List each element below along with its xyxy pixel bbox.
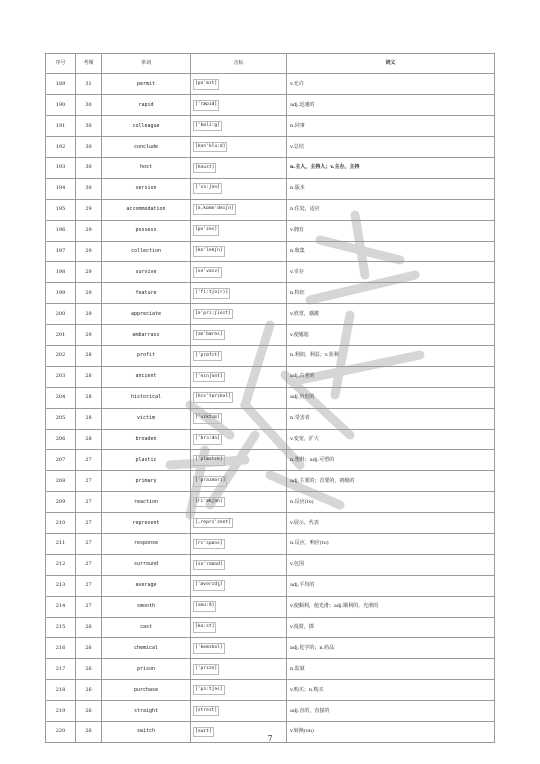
header-frequency: 考频 xyxy=(76,54,102,74)
cell-word: chemical xyxy=(102,638,191,659)
cell-phonetic-text: ['vɜ:ʃən] xyxy=(193,183,222,194)
cell-phonetic xyxy=(191,680,287,701)
cell-word: smooth xyxy=(102,596,191,617)
cell-phonetic-text: [kɑ:st] xyxy=(193,622,216,633)
cell-frequency: 27 xyxy=(76,471,102,492)
cell-definition xyxy=(287,304,495,325)
table-row xyxy=(46,116,495,137)
cell-definition-text: v.购买；n.购买 xyxy=(290,686,324,693)
cell-phonetic-text: [rɪ'spɒns] xyxy=(193,539,225,550)
table-row xyxy=(46,304,495,325)
cell-frequency: 30 xyxy=(76,137,102,158)
cell-phonetic-text: ['kɒli:g] xyxy=(193,121,222,132)
cell-word: prison xyxy=(102,659,191,680)
table-row xyxy=(46,262,495,283)
cell-definition xyxy=(287,513,495,534)
cell-number: 208 xyxy=(46,471,76,492)
cell-phonetic-text: [hɪs'tɒrɪkəl] xyxy=(193,392,233,403)
cell-number: 210 xyxy=(46,513,76,534)
cell-word: accommodation xyxy=(102,199,191,220)
cell-definition-text: n.住处，适应 xyxy=(290,206,320,213)
cell-definition xyxy=(287,408,495,429)
cell-definition xyxy=(287,680,495,701)
cell-number: 201 xyxy=(46,325,76,346)
cell-phonetic xyxy=(191,617,287,638)
cell-phonetic-text: [ə'pri:ʃieɪt] xyxy=(193,309,233,320)
cell-definition xyxy=(287,387,495,408)
cell-definition xyxy=(287,617,495,638)
cell-word: straight xyxy=(102,701,191,722)
table-row xyxy=(46,74,495,95)
cell-phonetic-text: [kə'lekʃn] xyxy=(193,246,225,257)
cell-phonetic-text: [,reprɪ'zent] xyxy=(193,518,233,529)
cell-number: 215 xyxy=(46,617,76,638)
cell-frequency: 28 xyxy=(76,345,102,366)
table-row xyxy=(46,554,495,575)
cell-definition xyxy=(287,554,495,575)
cell-number: 211 xyxy=(46,533,76,554)
cell-frequency: 29 xyxy=(76,325,102,346)
cell-definition xyxy=(287,659,495,680)
cell-definition-text: n.反应，响应(to) xyxy=(290,540,329,547)
table-row xyxy=(46,199,495,220)
cell-word: victim xyxy=(102,408,191,429)
cell-definition-text: n.利润，利益；v.获利 xyxy=(290,352,339,359)
cell-frequency: 30 xyxy=(76,157,102,178)
cell-phonetic-text: [pə'zes] xyxy=(193,225,219,236)
cell-phonetic-text: [həust] xyxy=(193,163,216,174)
table-row xyxy=(46,345,495,366)
cell-phonetic xyxy=(191,533,287,554)
cell-phonetic-text: ['praɪmərɪ] xyxy=(193,476,227,487)
cell-phonetic xyxy=(191,387,287,408)
cell-definition xyxy=(287,429,495,450)
cell-number: 196 xyxy=(46,220,76,241)
cell-phonetic xyxy=(191,241,287,262)
cell-word: host xyxy=(102,157,191,178)
cell-definition-text: v.欣赏，感激 xyxy=(290,310,319,317)
cell-word: broaden xyxy=(102,429,191,450)
cell-definition-text: n.反应(to) xyxy=(290,498,314,505)
cell-word: rapid xyxy=(102,95,191,116)
header-phonetic: 音标 xyxy=(191,54,287,74)
cell-word: represent xyxy=(102,513,191,534)
cell-phonetic xyxy=(191,701,287,722)
cell-number: 217 xyxy=(46,659,76,680)
cell-word: ancient xyxy=(102,366,191,387)
table-row xyxy=(46,596,495,617)
cell-definition-text: v.包围 xyxy=(290,561,304,568)
cell-word: colleague xyxy=(102,116,191,137)
cell-number: 220 xyxy=(46,722,76,743)
cell-phonetic xyxy=(191,199,287,220)
table-row xyxy=(46,450,495,471)
table-row xyxy=(46,157,495,178)
cell-word: purchase xyxy=(102,680,191,701)
cell-phonetic xyxy=(191,262,287,283)
cell-phonetic-text: ['plæstɪk] xyxy=(193,455,225,466)
cell-word: feature xyxy=(102,283,191,304)
cell-phonetic-text: ['fi:tʃə(r)] xyxy=(193,288,230,299)
cell-number: 205 xyxy=(46,408,76,429)
table-header-row xyxy=(46,54,495,74)
cell-number: 192 xyxy=(46,137,76,158)
cell-definition-text: n.同事 xyxy=(290,122,305,129)
cell-definition-text: n.版本 xyxy=(290,185,305,192)
cell-phonetic xyxy=(191,596,287,617)
cell-number: 218 xyxy=(46,680,76,701)
cell-frequency: 29 xyxy=(76,220,102,241)
cell-phonetic-text: [ə,kɒmə'deɪʃn] xyxy=(193,204,236,215)
cell-frequency: 29 xyxy=(76,241,102,262)
cell-phonetic-text: ['vɪktɪm] xyxy=(193,413,222,424)
cell-frequency: 27 xyxy=(76,575,102,596)
table-row xyxy=(46,513,495,534)
cell-frequency: 27 xyxy=(76,596,102,617)
cell-word: permit xyxy=(102,74,191,95)
cell-definition-text: v.投射，掷 xyxy=(290,623,314,630)
cell-phonetic-text: ['ævərɪdʒ] xyxy=(193,580,225,591)
cell-frequency: 31 xyxy=(76,74,102,95)
table-row xyxy=(46,325,495,346)
table-row xyxy=(46,659,495,680)
table-row xyxy=(46,533,495,554)
cell-phonetic-text: [ɪm'bærəs] xyxy=(193,330,225,341)
cell-definition xyxy=(287,492,495,513)
table-row xyxy=(46,137,495,158)
cell-definition xyxy=(287,157,495,178)
cell-definition-text: v.变宽，扩大 xyxy=(290,435,319,442)
cell-frequency: 26 xyxy=(76,617,102,638)
cell-definition xyxy=(287,199,495,220)
cell-definition xyxy=(287,178,495,199)
cell-definition-text: adj.迅速的 xyxy=(290,101,315,108)
cell-phonetic xyxy=(191,345,287,366)
cell-frequency: 26 xyxy=(76,722,102,743)
cell-number: 197 xyxy=(46,241,76,262)
cell-word: conclude xyxy=(102,137,191,158)
cell-phonetic-text: ['ræpɪd] xyxy=(193,100,219,111)
cell-frequency: 26 xyxy=(76,659,102,680)
cell-word: historical xyxy=(102,387,191,408)
cell-definition-text: n.主人，主持人；v.主办，主持 xyxy=(290,164,360,171)
cell-definition xyxy=(287,345,495,366)
cell-phonetic xyxy=(191,366,287,387)
vocabulary-table xyxy=(45,53,495,743)
cell-phonetic xyxy=(191,659,287,680)
table-row xyxy=(46,95,495,116)
cell-phonetic-text: [smu:ð] xyxy=(193,601,216,612)
cell-definition-text: n.监狱 xyxy=(290,665,305,672)
cell-definition-text: n.收集 xyxy=(290,247,305,254)
cell-number: 219 xyxy=(46,701,76,722)
cell-word: collection xyxy=(102,241,191,262)
cell-definition xyxy=(287,283,495,304)
cell-phonetic-text: ['prɪzn] xyxy=(193,664,219,675)
table-row xyxy=(46,575,495,596)
cell-phonetic xyxy=(191,429,287,450)
cell-frequency: 30 xyxy=(76,178,102,199)
cell-word: switch xyxy=(102,722,191,743)
cell-phonetic xyxy=(191,116,287,137)
cell-phonetic xyxy=(191,471,287,492)
cell-definition-text: adj.直的，直接的 xyxy=(290,707,330,714)
cell-word: version xyxy=(102,178,191,199)
table-row xyxy=(46,408,495,429)
cell-phonetic-text: ['eɪnʃənt] xyxy=(193,372,225,383)
cell-frequency: 27 xyxy=(76,554,102,575)
cell-word: plastic xyxy=(102,450,191,471)
cell-phonetic xyxy=(191,95,287,116)
cell-phonetic xyxy=(191,74,287,95)
cell-word: cast xyxy=(102,617,191,638)
cell-definition-text: n.特征 xyxy=(290,289,305,296)
cell-phonetic-text: ['pɜ:tʃəs] xyxy=(193,685,225,696)
cell-definition-text: n.塑料；adj.可塑的 xyxy=(290,456,335,463)
cell-number: 195 xyxy=(46,199,76,220)
cell-definition xyxy=(287,596,495,617)
cell-phonetic-text: [sə'raʊnd] xyxy=(193,560,225,571)
cell-definition-text: v.幸存 xyxy=(290,268,304,275)
cell-phonetic-text: ['kemɪkəl] xyxy=(193,643,225,654)
cell-frequency: 28 xyxy=(76,429,102,450)
cell-definition-text: v.拥有 xyxy=(290,227,304,234)
table-row xyxy=(46,680,495,701)
cell-definition-text: v.转换(on) xyxy=(290,728,314,735)
cell-phonetic xyxy=(191,304,287,325)
cell-definition-text: adj.古老的 xyxy=(290,373,315,380)
cell-frequency: 29 xyxy=(76,283,102,304)
cell-word: response xyxy=(102,533,191,554)
cell-number: 209 xyxy=(46,492,76,513)
cell-definition-text: v.使顺利，使光滑；adj.顺利的，光滑的 xyxy=(290,603,379,610)
table-row xyxy=(46,638,495,659)
cell-word: reaction xyxy=(102,492,191,513)
cell-definition xyxy=(287,533,495,554)
cell-word: survive xyxy=(102,262,191,283)
cell-definition xyxy=(287,701,495,722)
header-definition: 词义 xyxy=(287,54,495,74)
cell-definition-text: adj.平均的 xyxy=(290,582,315,589)
cell-frequency: 29 xyxy=(76,199,102,220)
cell-word: surround xyxy=(102,554,191,575)
cell-frequency: 27 xyxy=(76,513,102,534)
cell-definition xyxy=(287,74,495,95)
cell-number: 207 xyxy=(46,450,76,471)
cell-phonetic xyxy=(191,220,287,241)
cell-definition-text: v.使尴尬 xyxy=(290,331,309,338)
cell-frequency: 27 xyxy=(76,492,102,513)
cell-definition xyxy=(287,95,495,116)
table-row xyxy=(46,220,495,241)
cell-phonetic-text: [streɪt] xyxy=(193,706,219,717)
table-row xyxy=(46,241,495,262)
cell-frequency: 27 xyxy=(76,450,102,471)
table-row xyxy=(46,492,495,513)
cell-phonetic-text: [pə'mɪt] xyxy=(193,79,219,90)
cell-frequency: 29 xyxy=(76,262,102,283)
cell-number: 191 xyxy=(46,116,76,137)
cell-phonetic xyxy=(191,137,287,158)
cell-phonetic xyxy=(191,157,287,178)
table-body xyxy=(46,74,495,743)
cell-phonetic-text: ['brɔ:dn] xyxy=(193,434,222,445)
table-row xyxy=(46,471,495,492)
cell-definition xyxy=(287,262,495,283)
cell-phonetic xyxy=(191,178,287,199)
cell-phonetic xyxy=(191,575,287,596)
cell-word: possess xyxy=(102,220,191,241)
cell-number: 199 xyxy=(46,283,76,304)
cell-word: primary xyxy=(102,471,191,492)
cell-frequency: 28 xyxy=(76,387,102,408)
cell-definition xyxy=(287,471,495,492)
cell-number: 193 xyxy=(46,157,76,178)
cell-frequency: 30 xyxy=(76,95,102,116)
table-row xyxy=(46,387,495,408)
cell-phonetic-text: [sə'vaɪv] xyxy=(193,267,222,278)
cell-definition xyxy=(287,116,495,137)
cell-phonetic xyxy=(191,492,287,513)
table-row xyxy=(46,178,495,199)
page-number: 7 xyxy=(267,734,273,743)
table-row xyxy=(46,366,495,387)
cell-number: 216 xyxy=(46,638,76,659)
cell-definition-text: v.总结 xyxy=(290,143,304,150)
cell-phonetic-text: ['prɒfɪt] xyxy=(193,351,222,362)
cell-definition xyxy=(287,137,495,158)
table-row xyxy=(46,429,495,450)
cell-number: 200 xyxy=(46,304,76,325)
cell-number: 214 xyxy=(46,596,76,617)
cell-definition-text: n.受害者 xyxy=(290,415,310,422)
cell-phonetic xyxy=(191,408,287,429)
cell-phonetic-text: [swɪt] xyxy=(193,727,214,738)
cell-definition xyxy=(287,220,495,241)
cell-word: appreciate xyxy=(102,304,191,325)
cell-definition xyxy=(287,450,495,471)
cell-phonetic xyxy=(191,513,287,534)
cell-number: 203 xyxy=(46,366,76,387)
cell-number: 198 xyxy=(46,262,76,283)
cell-number: 213 xyxy=(46,575,76,596)
cell-frequency: 26 xyxy=(76,701,102,722)
cell-frequency: 27 xyxy=(76,533,102,554)
cell-phonetic xyxy=(191,554,287,575)
cell-definition xyxy=(287,325,495,346)
table-row xyxy=(46,617,495,638)
cell-phonetic xyxy=(191,283,287,304)
cell-phonetic xyxy=(191,638,287,659)
cell-definition-text: adj.化学的；n.药品 xyxy=(290,644,335,651)
table-row xyxy=(46,701,495,722)
cell-frequency: 26 xyxy=(76,680,102,701)
cell-number: 206 xyxy=(46,429,76,450)
cell-word: profit xyxy=(102,345,191,366)
cell-number: 212 xyxy=(46,554,76,575)
cell-word: embarrass xyxy=(102,325,191,346)
cell-phonetic-text: [ri'ækʃən] xyxy=(193,497,225,508)
header-word: 单词 xyxy=(102,54,191,74)
cell-phonetic xyxy=(191,450,287,471)
cell-number: 194 xyxy=(46,178,76,199)
cell-number: 204 xyxy=(46,387,76,408)
cell-frequency: 26 xyxy=(76,638,102,659)
header-number: 序号 xyxy=(46,54,76,74)
cell-definition xyxy=(287,638,495,659)
cell-number: 202 xyxy=(46,345,76,366)
cell-number: 190 xyxy=(46,95,76,116)
cell-frequency: 30 xyxy=(76,116,102,137)
cell-frequency: 28 xyxy=(76,366,102,387)
cell-definition xyxy=(287,575,495,596)
cell-definition xyxy=(287,366,495,387)
cell-phonetic-text: [kən'klu:d] xyxy=(193,142,227,153)
cell-definition-text: v.展示，代表 xyxy=(290,519,319,526)
cell-definition-text: adj.主要的；首要的，初级的 xyxy=(290,477,355,484)
cell-frequency: 29 xyxy=(76,304,102,325)
cell-definition-text: v.允许 xyxy=(290,80,304,87)
cell-frequency: 28 xyxy=(76,408,102,429)
cell-phonetic xyxy=(191,325,287,346)
cell-definition-text: adj.历史的 xyxy=(290,394,315,401)
table-row xyxy=(46,283,495,304)
cell-number: 189 xyxy=(46,74,76,95)
cell-definition xyxy=(287,241,495,262)
cell-word: average xyxy=(102,575,191,596)
